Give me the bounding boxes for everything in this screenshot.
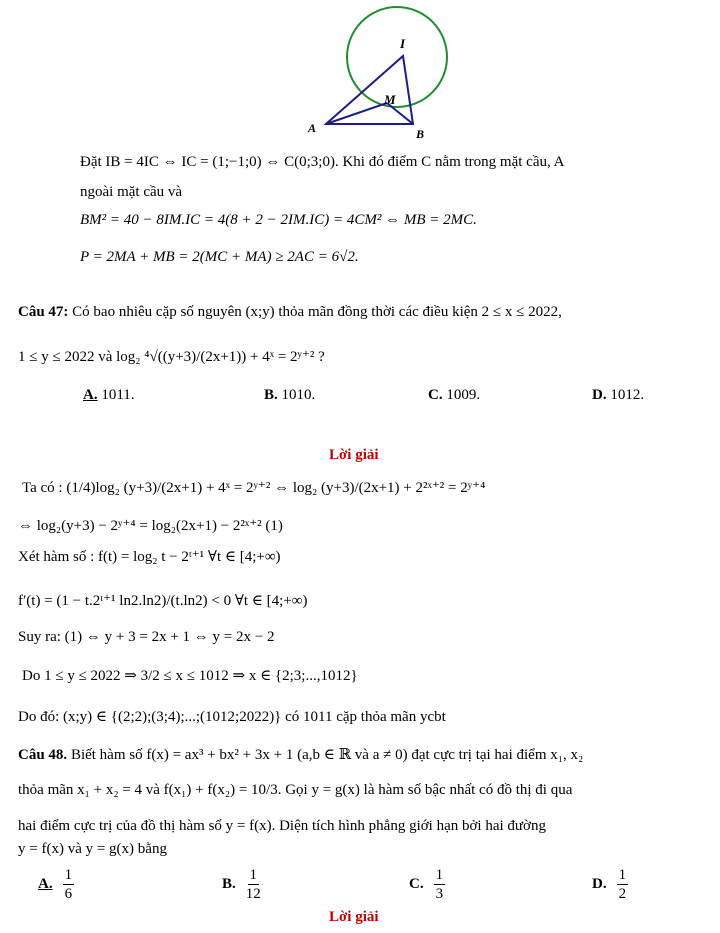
q48-option-a-den: 6 <box>64 886 73 902</box>
question-48-text-1: Biết hàm số f(x) = ax³ + bx² + 3x + 1 (a,b ∈ ℝ và a ≠ 0) đạt cực trị tại hai điểm x₁, x₂ <box>70 747 584 763</box>
q48-option-c-den: 3 <box>435 886 444 902</box>
q47-option-a[interactable] <box>83 387 135 404</box>
q48-option-c[interactable] <box>409 866 445 903</box>
q48-option-b-letter: B. <box>222 876 236 892</box>
q47-option-b-letter: B. <box>264 387 278 403</box>
question-47-text-2: 1 ≤ y ≤ 2022 và log₂ ⁴√((y+3)/(2x+1)) + 4ˣ = 2ʸ⁺² ? <box>18 349 325 365</box>
q47-option-b[interactable] <box>264 387 315 404</box>
q48-option-b-fraction <box>246 866 261 903</box>
q47-option-d-value: 1012. <box>610 387 645 403</box>
q47-option-d[interactable] <box>592 387 644 404</box>
q48-option-b-den: 12 <box>245 886 261 902</box>
q47-option-a-value: 1011. <box>101 387 135 403</box>
q48-option-c-num: 1 <box>435 867 444 883</box>
prev-solution-line-1: Đặt IB = 4IC ⇔ IC = (1;−1;0) ⇔ C(0;3;0). Khi đó điểm C nằm trong mặt cầu, A <box>80 154 565 170</box>
q48-option-d-fraction <box>617 866 629 903</box>
label-m: M <box>384 92 396 107</box>
solution-47-line-4: f′(t) = (1 − t.2ᵗ⁺¹ ln2.ln2)/(t.ln2) < 0 ∀t ∈ [4;+∞) <box>18 593 308 609</box>
q48-option-d[interactable] <box>592 866 628 903</box>
q48-option-d-letter: D. <box>592 876 607 892</box>
q47-option-b-value: 1010. <box>281 387 316 403</box>
solution-47-line-3: Xét hàm số : f(t) = log₂ t − 2ᵗ⁺¹ ∀t ∈ [4;+∞) <box>18 549 281 565</box>
solution-47-line-5: Suy ra: (1) ⇔ y + 3 = 2x + 1 ⇔ y = 2x − 2 <box>18 629 275 645</box>
question-48-text-3: hai điểm cực trị của đồ thị hàm số y = f(x). Diện tích hình phẳng giới hạn bởi hai đường <box>18 818 546 834</box>
label-i: I <box>400 36 406 51</box>
q47-option-c-letter: C. <box>428 387 443 403</box>
prev-solution-line-3: BM² = 40 − 8IM.IC = 4(8 + 2 − 2IM.IC) = 4CM² ⇔ MB = 2MC. <box>80 212 477 228</box>
solution-47-line-6: Do 1 ≤ y ≤ 2022 ⇒ 3/2 ≤ x ≤ 1012 ⇒ x ∈ {2;3;...,1012} <box>22 668 358 684</box>
question-48 <box>18 745 583 764</box>
q47-option-c[interactable] <box>428 387 480 404</box>
solution-47-heading: Lời giải <box>329 447 379 463</box>
question-48-label: Câu 48. <box>18 747 68 763</box>
solution-47-line-2: ⇔ log₂(y+3) − 2ʸ⁺⁴ = log₂(2x+1) − 2²ˣ⁺² (1) <box>18 518 283 534</box>
q48-option-a-num: 1 <box>64 867 73 883</box>
question-48-text-4: y = f(x) và y = g(x) bằng <box>18 841 167 857</box>
label-b: B <box>416 127 425 140</box>
geometry-figure <box>296 0 456 140</box>
q48-option-a[interactable] <box>38 866 74 903</box>
q48-option-d-num: 1 <box>618 867 627 883</box>
q48-option-c-fraction <box>434 866 446 903</box>
question-47-text-1: Có bao nhiêu cặp số nguyên (x;y) thỏa mãn đồng thời các điều kiện 2 ≤ x ≤ 2022, <box>72 304 562 320</box>
label-a: A <box>308 121 317 135</box>
q48-option-c-letter: C. <box>409 876 424 892</box>
q47-option-c-value: 1009. <box>446 387 481 403</box>
question-48-text-2: thỏa mãn x₁ + x₂ = 4 và f(x₁) + f(x₂) = 10/3. Gọi y = g(x) là hàm số bậc nhất có đồ thị đi qua <box>18 782 573 798</box>
prev-solution-line-4: P = 2MA + MB = 2(MC + MA) ≥ 2AC = 6√2. <box>80 249 359 265</box>
q48-option-b-num: 1 <box>249 867 258 883</box>
prev-solution-line-2: ngoài mặt cầu và <box>80 184 183 200</box>
q48-option-b[interactable] <box>222 866 261 903</box>
q48-option-a-letter: A. <box>38 876 53 892</box>
question-47 <box>18 304 562 321</box>
solution-48-heading: Lời giải <box>329 909 379 925</box>
solution-47-line-1: Ta có : (1/4)log₂ (y+3)/(2x+1) + 4ˣ = 2ʸ⁺² ⇔ log₂ (y+3)/(2x+1) + 2²ˣ⁺² = 2ʸ⁺⁴ <box>22 480 486 496</box>
solution-47-line-7: Do đó: (x;y) ∈ {(2;2);(3;4);...;(1012;2022)} có 1011 cặp thỏa mãn ycbt <box>18 709 446 725</box>
question-47-label: Câu 47: <box>18 304 69 320</box>
segment-am <box>326 103 387 124</box>
q47-option-a-letter: A. <box>83 387 98 403</box>
q48-option-a-fraction <box>63 866 75 903</box>
q48-option-d-den: 2 <box>618 886 627 902</box>
q47-option-d-letter: D. <box>592 387 607 403</box>
